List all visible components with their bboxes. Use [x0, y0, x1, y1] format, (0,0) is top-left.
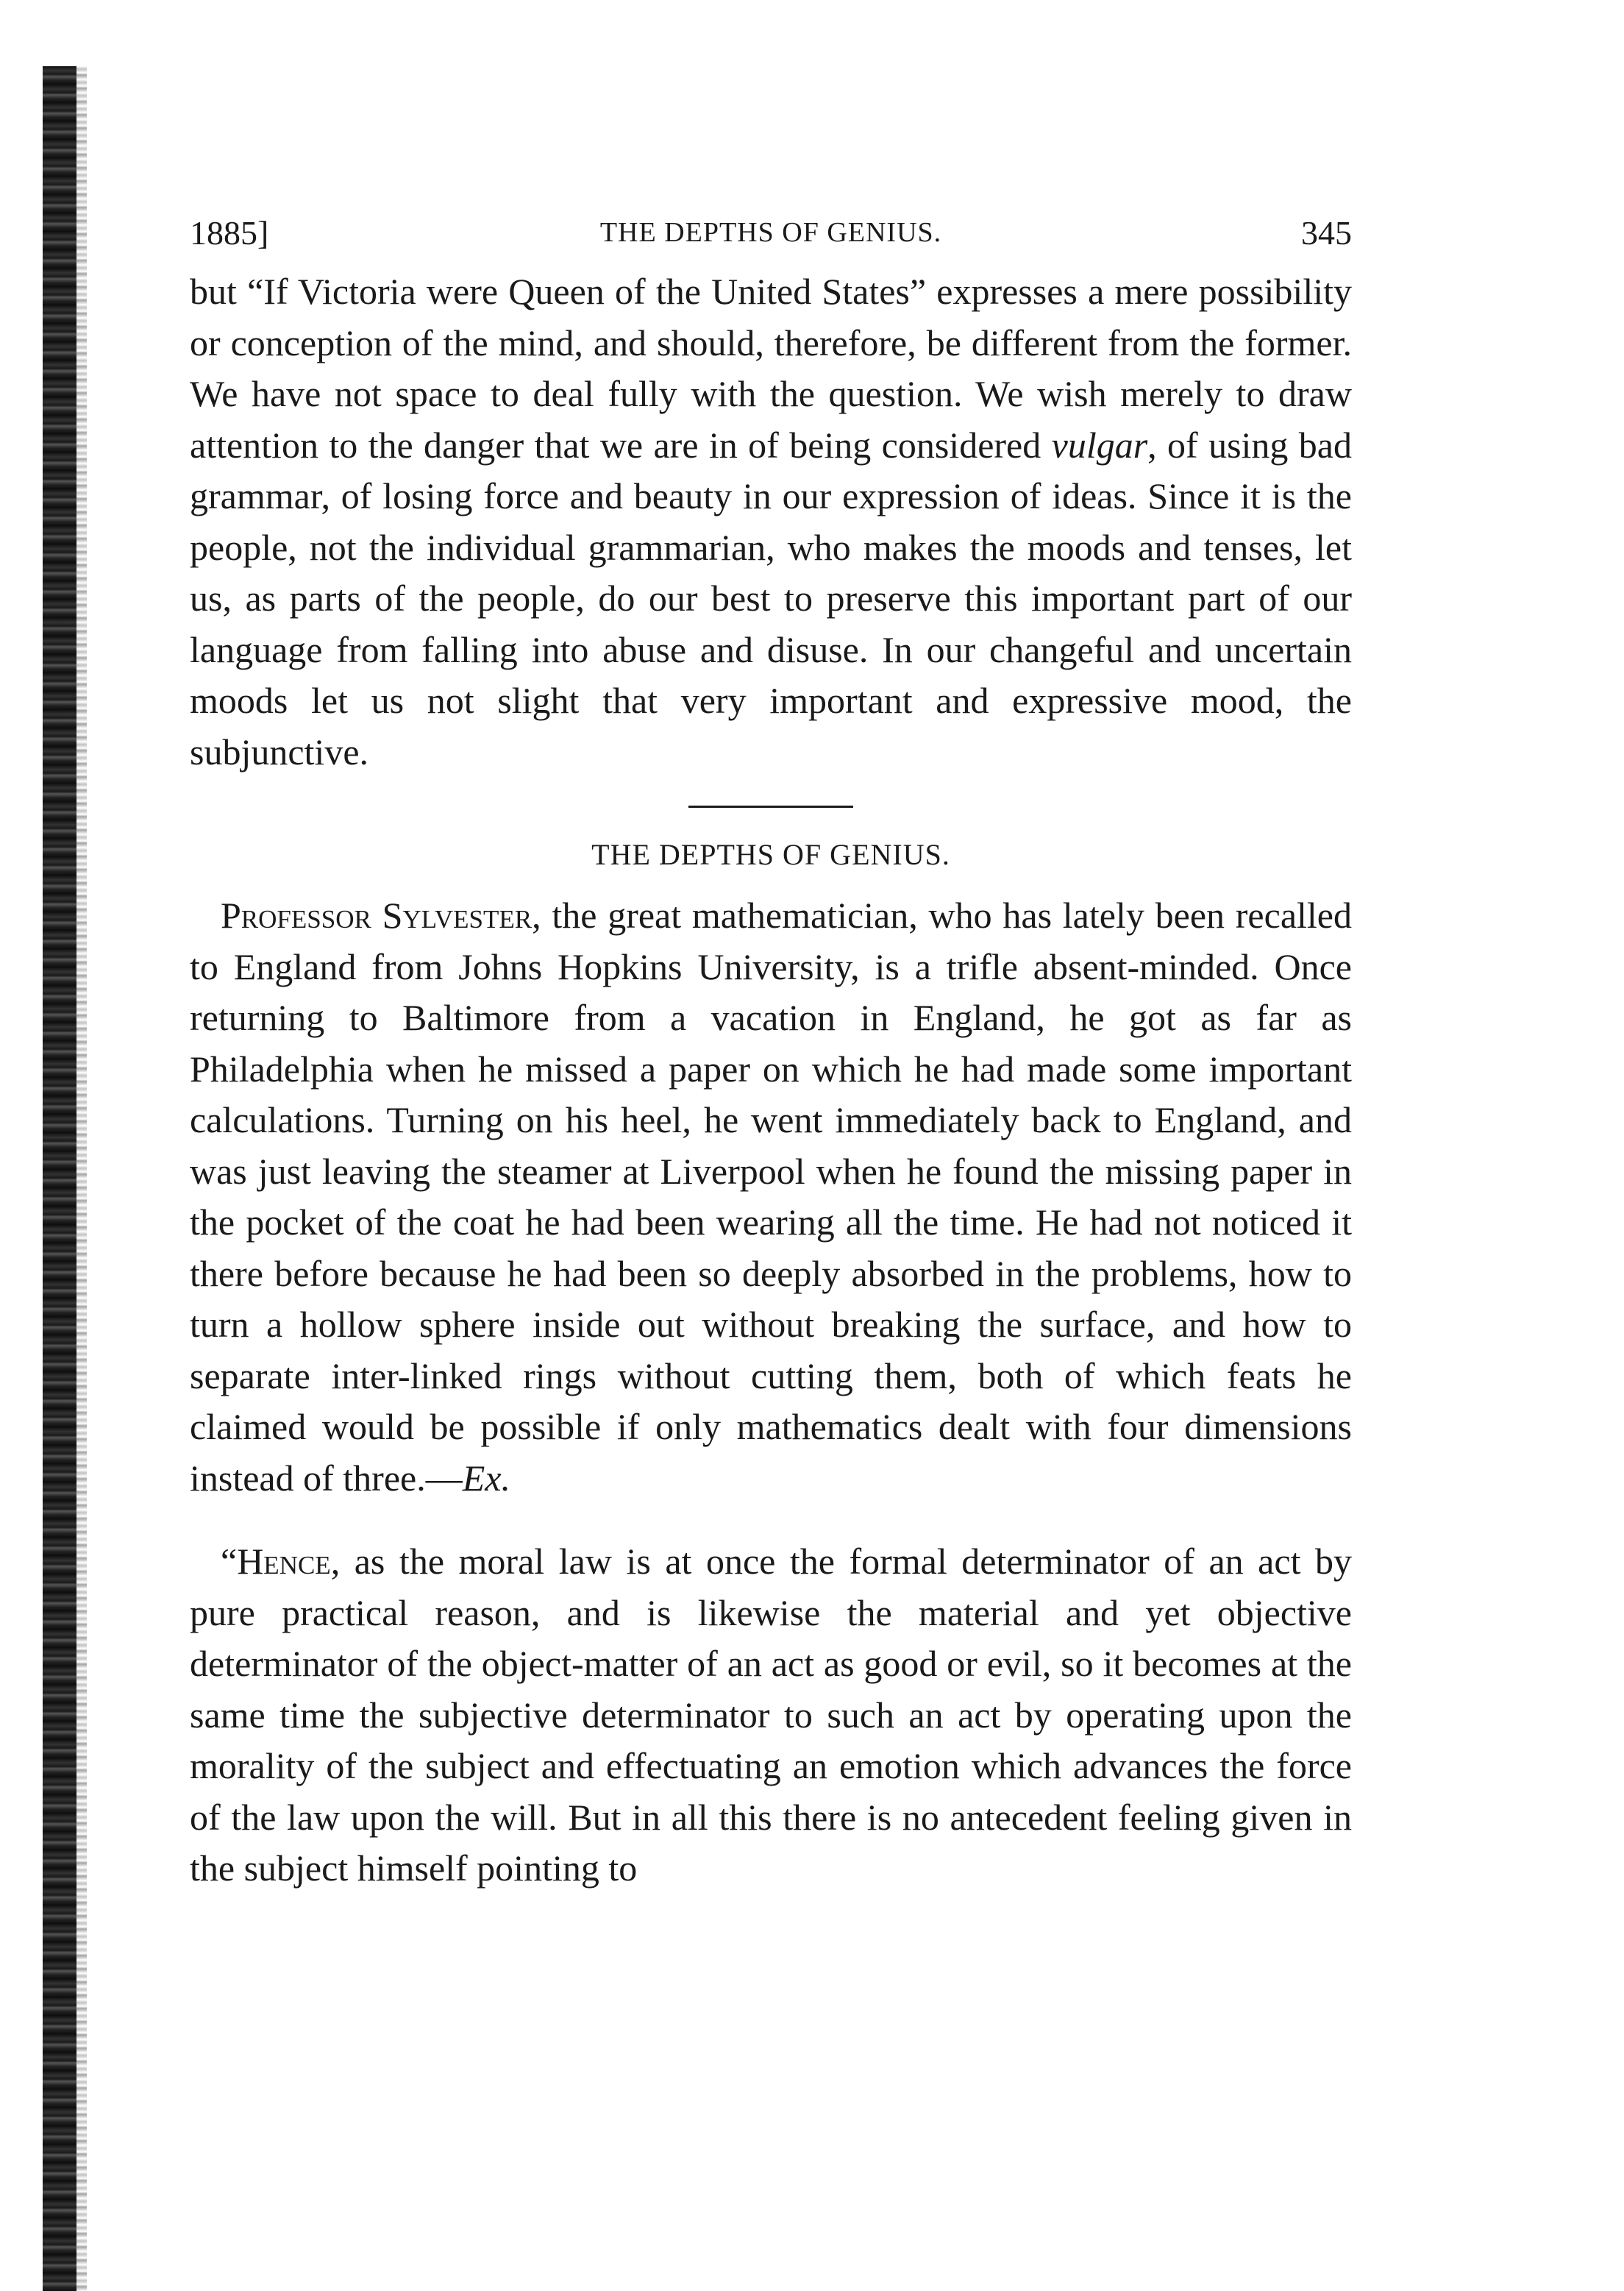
running-head: [190, 213, 1352, 266]
hence-paragraph: [190, 1536, 1352, 1894]
source-attribution: Ex.: [462, 1457, 510, 1499]
page-number: 345: [1301, 214, 1352, 252]
sylvester-text: , the great mathematician, who has lately been recalled to England from Johns Hopkins University, is a trifle absent-minded. Once returning to Baltimore from a vacation in England, he got as far as Philadelphia when he missed a paper on which he had made some important calculations. Turning on his heel, he went immediately back to England, and was just leaving the steamer at Liverpool when he found the missing paper in the pocket of the coat he had been wearing all the time. He had not noticed it there before because he had been so deeply absorbed in the problems, how to turn a hollow sphere inside out without breaking the surface, and how to separate inter-linked rings without cutting them, both of which feats he claimed would be possible if only mathematics dealt with four dimensions instead of three.—: [190, 895, 1352, 1499]
sylvester-paragraph: [190, 890, 1352, 1504]
italic-word: vulgar: [1051, 424, 1148, 466]
section-divider-rule: [688, 806, 853, 808]
continued-text-end: , of using bad grammar, of losing force and beauty in our expression of ideas. Since it is the people, not the individual grammarian, who makes the moods and tenses, let us, as parts of the people, do our best to preserve this important part of our language from falling into abuse and disuse. In our changeful and uncertain moods let us not slight that very important and expressive mood, the subjunctive.: [190, 424, 1352, 772]
section-title: THE DEPTHS OF GENIUS.: [591, 838, 950, 871]
sylvester-lead: Professor Sylvester: [221, 895, 533, 936]
paragraph-gap: [190, 1504, 1352, 1536]
continued-paragraph: [190, 266, 1352, 778]
book-page: [190, 213, 1352, 1894]
running-head-year: 1885]: [190, 214, 269, 252]
hence-lead: Hence: [237, 1541, 331, 1582]
running-head-title: THE DEPTHS OF GENIUS.: [599, 217, 942, 248]
page-binding-edge: [43, 66, 76, 2291]
hence-text: , as the moral law is at once the formal determinator of an act by pure practical reason, and is likewise the material and yet objective determinator of the object-matter of an act as good or evil, so it becomes at the same time the subjective determinator to such an act by operating upon the morality of the subject and effectuating an emotion which advances the force of the law upon the will. But in all this there is no antecedent feeling given in the subject himself pointing to: [190, 1541, 1352, 1889]
page-binding-shadow: [76, 66, 87, 2291]
hence-open-quote: “: [221, 1541, 238, 1582]
continued-text-start: but “If Victoria were Queen of the United States” expresses a mere possibility or conception of the mind, and should, therefore, be different from the former. We have not space to deal fully with the question. We wish merely to draw attention to the danger that we are in of being considered: [190, 271, 1352, 466]
